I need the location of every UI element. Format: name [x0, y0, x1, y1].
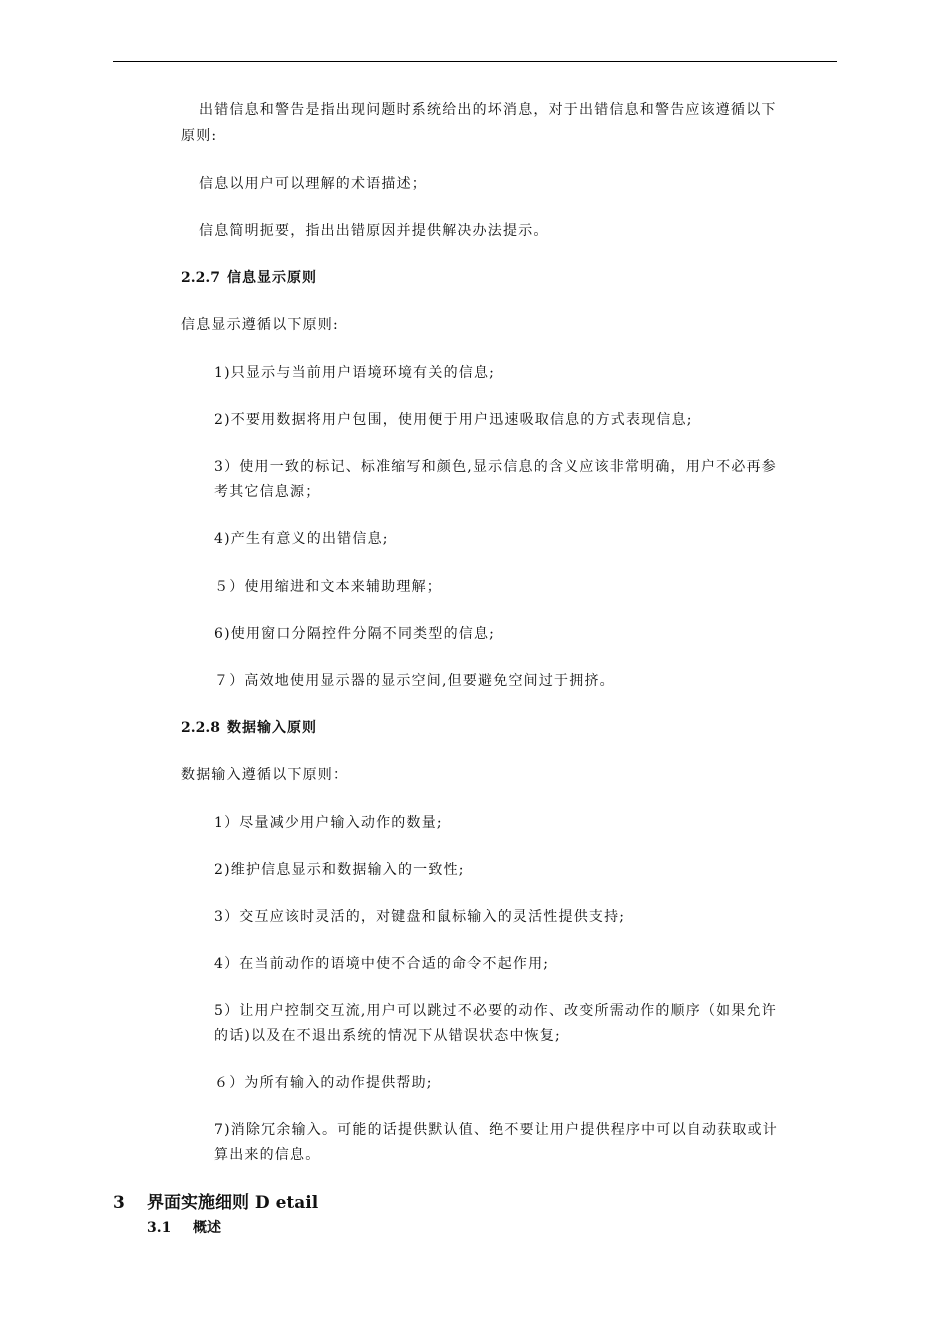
section-227-item: 6)使用窗口分隔控件分隔不同类型的信息;: [214, 626, 496, 642]
section-227-item: ７）高效地使用显示器的显示空间,但要避免空间过于拥挤。: [214, 673, 615, 689]
section-227-title: 信息显示原则: [227, 270, 317, 286]
section-228-item: ６）为所有输入的动作提供帮助;: [214, 1075, 433, 1091]
header-rule: [113, 61, 837, 62]
section-228-item: 1）尽量减少用户输入动作的数量;: [214, 815, 443, 831]
section-31-number: 3.1: [147, 1220, 172, 1236]
section-228-heading: [181, 716, 317, 740]
intro-line-1: 出错信息和警告是指出现问题时系统给出的坏消息，对于出错信息和警告应该遵循以下: [199, 102, 777, 118]
section-3-heading: [113, 1190, 318, 1216]
section-227-item: 1)只显示与当前用户语境环境有关的信息;: [214, 365, 496, 381]
section-227-lead: 信息显示遵循以下原则:: [181, 317, 339, 333]
section-228-title: 数据输入原则: [227, 720, 317, 736]
intro-rule-a: 信息以用户可以理解的术语描述；: [199, 176, 427, 192]
section-31-title: 概述: [193, 1220, 221, 1236]
section-227-item: 2)不要用数据将用户包围，使用便于用户迅速吸取信息的方式表现信息;: [214, 412, 693, 428]
section-228-number: 2.2.8: [181, 720, 220, 736]
section-31-heading: [147, 1217, 221, 1239]
intro-line-2: 原则:: [181, 128, 218, 144]
section-3-number: 3: [113, 1193, 125, 1213]
section-228-item: 5）让用户控制交互流,用户可以跳过不必要的动作、改变所需动作的顺序（如果允许: [214, 1003, 777, 1019]
section-228-item: 2)维护信息显示和数据输入的一致性;: [214, 862, 465, 878]
section-228-item: 3）交互应该时灵活的，对键盘和鼠标输入的灵活性提供支持;: [214, 909, 626, 925]
section-228-item: 的话)以及在不退出系统的情况下从错误状态中恢复;: [214, 1028, 561, 1044]
section-3-title: 界面实施细则 D etail: [147, 1193, 319, 1213]
section-228-item: 4）在当前动作的语境中使不合适的命令不起作用;: [214, 956, 550, 972]
section-227-item: 3）使用一致的标记、标准缩写和颜色,显示信息的含义应该非常明确，用户不必再参: [214, 459, 777, 475]
section-227-item: ５）使用缩进和文本来辅助理解；: [214, 579, 442, 595]
section-227-item: 考其它信息源；: [214, 484, 321, 500]
section-227-number: 2.2.7: [181, 270, 220, 286]
section-228-item: 7)消除冗余输入。可能的话提供默认值、绝不要让用户提供程序中可以自动获取或计: [214, 1122, 778, 1138]
section-228-item: 算出来的信息。: [214, 1147, 321, 1163]
section-227-item: 4)产生有意义的出错信息;: [214, 531, 389, 547]
section-227-heading: [181, 266, 317, 290]
section-228-lead: 数据输入遵循以下原则：: [181, 767, 349, 783]
intro-rule-b: 信息简明扼要，指出出错原因并提供解决办法提示。: [199, 223, 549, 239]
